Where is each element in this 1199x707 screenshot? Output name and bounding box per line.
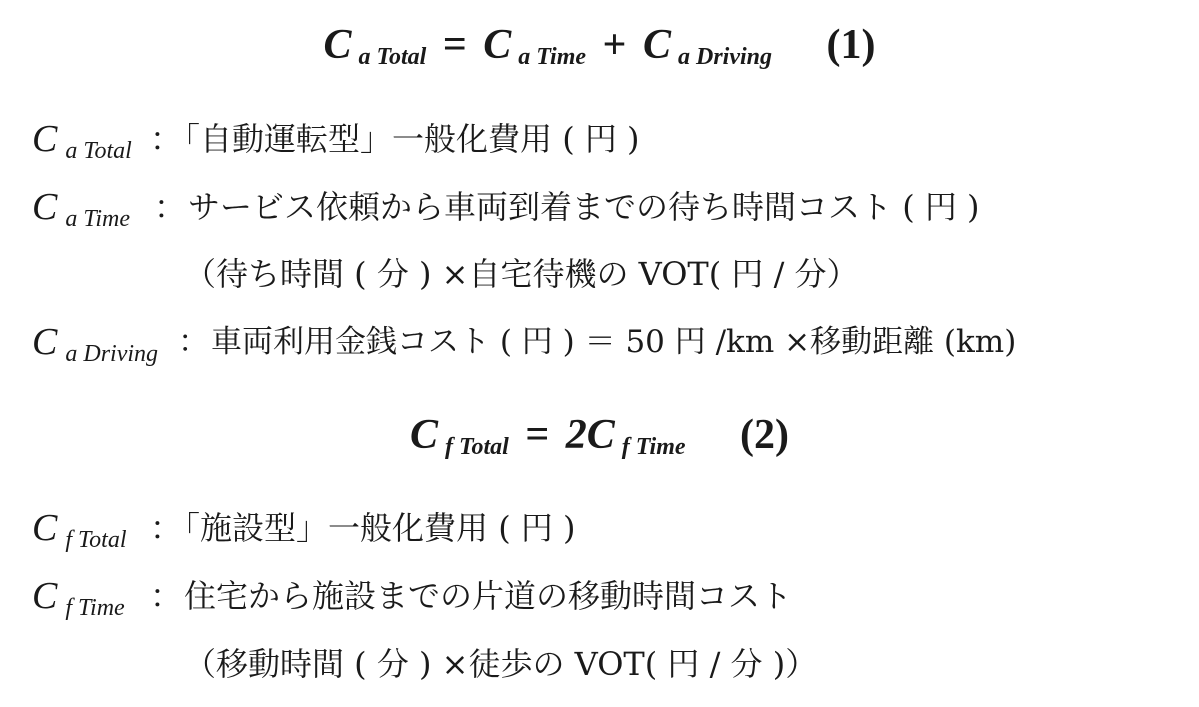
equation-1: [0, 24, 1199, 69]
definition-f-time: [0, 568, 1199, 624]
def-f-time-subscript: f Time: [65, 595, 125, 621]
def-a-time-variable: C: [32, 186, 58, 228]
def-f-total-variable: C: [32, 507, 58, 549]
def-a-time-symbol: [32, 179, 130, 235]
def-a-time-colon: ：: [154, 188, 187, 226]
def-a-driving-subscript: a Driving: [65, 341, 159, 367]
def-f-total-subscript: f Total: [65, 527, 127, 553]
def-a-total-body: [150, 111, 640, 167]
def-a-total-subscript: a Total: [65, 138, 132, 164]
def-a-time-body: [154, 179, 980, 235]
definition-a-time: [0, 179, 1199, 235]
eq2-number: (2): [740, 412, 789, 458]
eq1-term1-subscript: a Time: [518, 44, 587, 70]
def-f-total-body: [150, 500, 576, 556]
def-a-total-colon: ：: [150, 120, 183, 158]
eq2-lhs-symbol: C: [410, 412, 439, 458]
eq1-term1-symbol: C: [483, 22, 512, 68]
eq2-coefficient: 2: [565, 412, 587, 458]
eq1-number: (1): [826, 22, 876, 68]
eq1-term2-symbol: C: [642, 22, 671, 68]
def-a-driving-colon: ：: [178, 324, 209, 360]
def-f-time-variable: C: [32, 575, 58, 617]
eq2-equals: =: [525, 412, 550, 458]
def-f-time-continuation: （移動時間 ( 分 ) ×徒歩の VOT( 円 / 分 )）: [184, 645, 818, 683]
eq2-term1-symbol: C: [586, 412, 615, 458]
equation-2: [0, 414, 1199, 459]
def-f-total-colon: ：: [150, 509, 183, 547]
def-a-total-variable: C: [32, 118, 58, 160]
eq1-plus: +: [602, 22, 627, 68]
def-f-time-colon: ：: [150, 577, 183, 615]
def-f-total-symbol: [32, 500, 127, 556]
definition-a-driving: [0, 314, 1199, 370]
def-a-driving-symbol: [32, 314, 158, 370]
definition-f-total: [0, 500, 1199, 556]
def-a-time-continuation: （待ち時間 ( 分 ) ×自宅待機の VOT( 円 / 分）: [184, 255, 859, 293]
def-a-driving-body: [178, 314, 1016, 370]
def-f-time-body: [150, 568, 792, 624]
eq1-lhs-subscript: a Total: [358, 44, 427, 70]
def-a-time-subscript: a Time: [65, 206, 131, 232]
eq1-term2-subscript: a Driving: [677, 44, 772, 70]
eq1-lhs-symbol: C: [323, 22, 352, 68]
eq2-term1-subscript: f Time: [621, 434, 686, 460]
def-a-driving-text: 車両利用金銭コスト ( 円 ) ＝ 50 円 /km ×移動距離 (km): [211, 324, 1017, 360]
def-a-total-text: 「自動運転型」一般化費用 ( 円 ): [184, 120, 640, 158]
def-f-time-text: 住宅から施設までの片道の移動時間コスト: [184, 577, 793, 615]
eq1-equals: =: [442, 22, 467, 68]
definition-a-total: [0, 111, 1199, 167]
def-f-total-text: 「施設型」一般化費用 ( 円 ): [184, 509, 576, 547]
def-a-time-text: サービス依頼から車両到着までの待ち時間コスト ( 円 ): [188, 188, 980, 226]
def-f-time-symbol: [32, 568, 125, 624]
eq2-lhs-subscript: f Total: [445, 434, 509, 460]
def-a-driving-variable: C: [32, 321, 58, 363]
def-a-total-symbol: [32, 111, 132, 167]
